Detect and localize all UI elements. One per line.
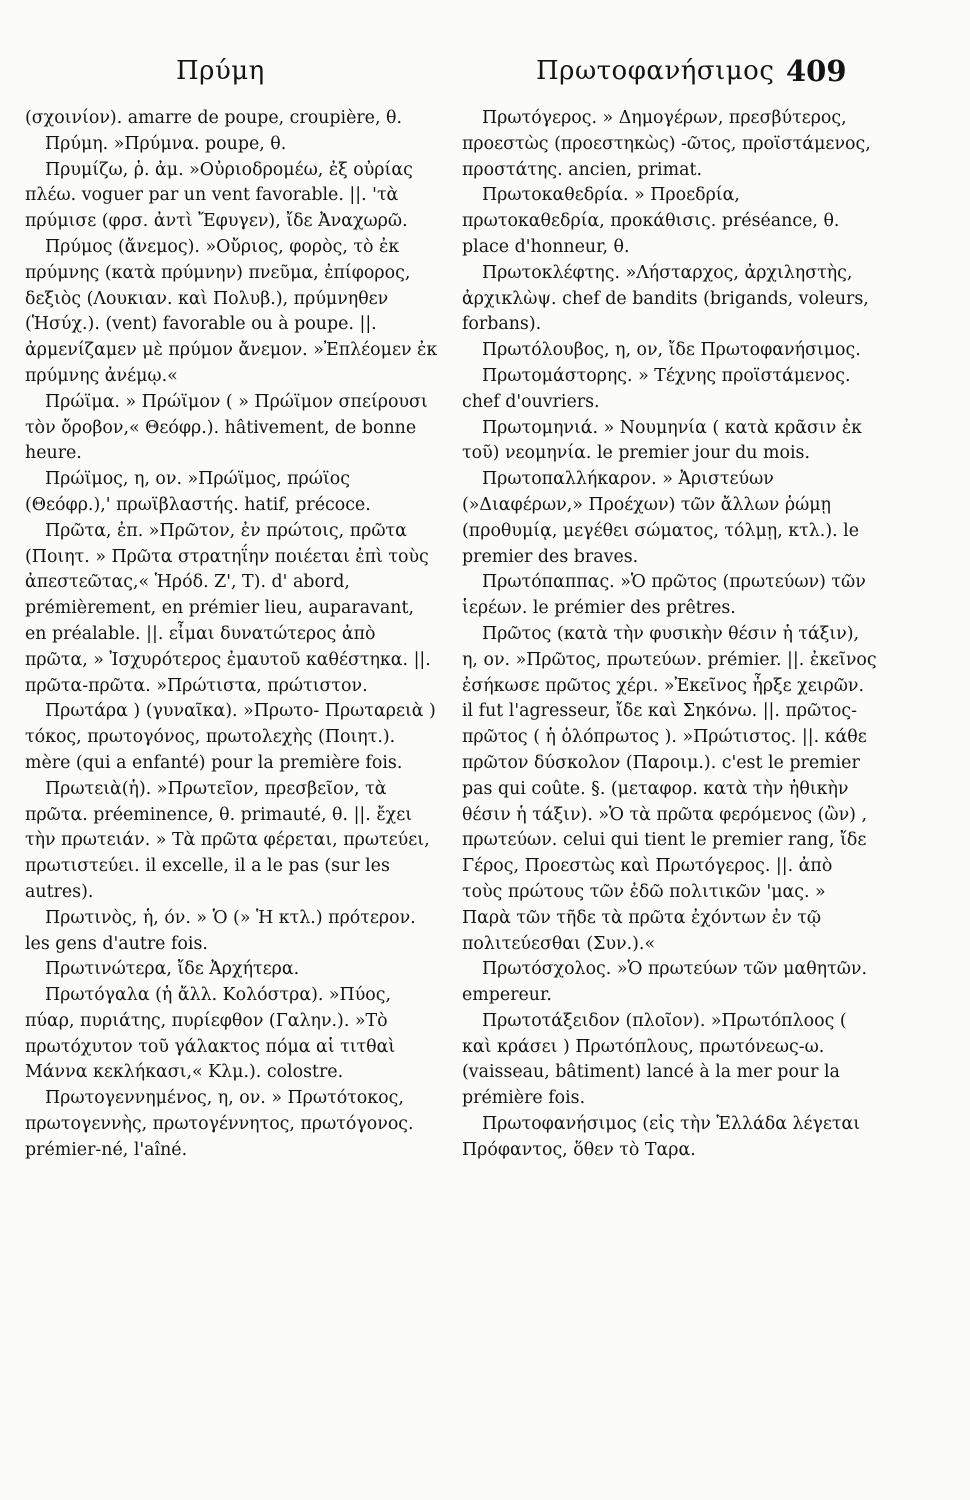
- dictionary-entry: Πρωτογεννημένος, η, ον. » Πρωτότοκος, πρωτογεννὴς, πρωτογέννητος, πρωτόγονος. prémier-né, l'aîné.: [25, 1088, 414, 1160]
- dictionary-entry: (σχοινίον). amarre de poupe, croupière, θ.: [25, 108, 403, 128]
- dictionary-entry: Πρωτινώτερα, ἴδε Ἀρχήτερα.: [45, 959, 300, 980]
- dictionary-entry: Πρωτοπαλλήκαρον. » Ἀριστεύων (»Διαφέρων,» Προέχων) τῶν ἄλλων ῥώμῃ (προθυμίᾳ, μεγέθει σώματος, τόλμῃ, κτλ.). le premier des braves.: [462, 469, 860, 567]
- dictionary-entry: Πρωτοκαθεδρία. » Προεδρία, πρωτοκαθεδρία, προκάθισις. préséance, θ. place d'honneur, θ.: [462, 185, 840, 257]
- page-header: [0, 48, 970, 100]
- dictionary-entry: Πρωτόσχολος. »Ὁ πρωτεύων τῶν μαθητῶν. empereur.: [462, 959, 867, 1006]
- dictionary-entry: Πρῶτος (κατὰ τὴν φυσικὴν θέσιν ἡ τάξιν), η, ον. »Πρῶτος, πρωτεύων. prémier. ||. ἐκεῖνος ἐσήκωσε πρῶτος χέρι. »Ἐκεῖνος ἦρξε χειρῶν. il fut l'agresseur, ἴδε καὶ Σηκόνω. ||. πρῶτος-πρῶτος ( ἡ ὁλόπρωτος ). »Πρώτιστος. ||. κάθε πρῶτον δύσκολον (Παροιμ.). c'est le premier pas qui coûte. §. (μεταφορ. κατὰ τὴν ἠθικὴν θέσιν ἡ τάξιν). »Ὁ τὰ πρῶτα φερόμενος (ὢν) , πρωτεύων. celui qui tient le premier rang, ἴδε Γέρος, Προεστὼς καὶ Πρωτόγερος. ||. ἀπὸ τοὺς πρώτους τῶν ἐδῶ πολιτικῶν 'μας. » Παρὰ τῶν τῆδε τὰ πρῶτα ἐχόντων ἐν τῷ πολιτεύεσθαι (Συν.).«: [462, 623, 877, 954]
- dictionary-entry: Πρωτινὸς, ἡ, όν. » Ὁ (» Ἡ κτλ.) πρότερον. les gens d'autre fois.: [25, 907, 416, 954]
- dictionary-entry: Πρώϊμα. » Πρώϊμον ( » Πρώϊμον σπείρουσι τὸν ὄροβον,« Θεόφρ.). hâtivement, de bonne heure.: [25, 391, 428, 464]
- left-guide-word: Πρύμη: [176, 56, 265, 86]
- dictionary-entry: Πρύμη. »Πρύμνα. poupe, θ.: [45, 133, 287, 154]
- left-column: [25, 106, 440, 1164]
- page-number: 409: [786, 54, 847, 88]
- dictionary-entry: Πρωτάρα ) (γυναῖκα). »Πρωτο- Πρωταρειὰ ) τόκος, πρωτογόνος, πρωτολεχὴς (Ποιητ.). mère (qui a enfanté) pour la première fois.: [25, 701, 436, 773]
- dictionary-entry: Πρύμος (ἄνεμος). »Οὔριος, φορὸς, τὸ ἐκ πρύμνης (κατὰ πρύμνην) πνεῦμα, ἐπίφορος, δεξιὸς (Λουκιαν. καὶ Πολυβ.), πρύμνηθεν (Ἡσύχ.). (vent) favorable ou à poupe. ||. ἀρμενίζαμεν μὲ πρύμον ἄνεμον. »Ἐπλέομεν ἐκ πρύμνης ἀνέμῳ.«: [25, 236, 438, 386]
- right-column: [462, 106, 877, 1164]
- dictionary-entry: Πρωτόγερος. » Δημογέρων, πρεσβύτερος, προεστὼς (προεστηκὼς) -ῶτος, προϊστάμενος, προστάτης. ancien, primat.: [462, 108, 871, 180]
- dictionary-entry: Πρωτοκλέφτης. »Λήσταρχος, ἀρχιληστὴς, ἀρχικλὼψ. chef de bandits (brigands, voleurs, forbans).: [462, 262, 869, 335]
- dictionary-entry: Πρωτειὰ(ἡ). »Πρωτεῖον, πρεσβεῖον, τὰ πρῶτα. préeminence, θ. primauté, θ. ||. ἔχει τὴν πρωτειάν. » Τὰ πρῶτα φέρεται, πρωτεύει, πρωτιστεύει. il excelle, il a le pas (sur les autres).: [25, 778, 430, 902]
- dictionary-entry: Πρωτοφανήσιμος (εἰς τὴν Ἑλλάδα λέγεται Πρόφαντος, ὅθεν τὸ Ταρα.: [462, 1114, 861, 1160]
- right-guide-word: Πρωτοφανήσιμος: [536, 56, 775, 86]
- dictionary-entry: Πρωτομάστορης. » Τέχνης προϊστάμενος. chef d'ouvriers.: [462, 365, 851, 412]
- dictionary-entry: Πρωτομηνιά. » Νουμηνία ( κατὰ κρᾶσιν ἐκ τοῦ) νεομηνία. le premier jour du mois.: [462, 417, 863, 464]
- dictionary-entry: Πρωτοτάξειδον (πλοῖον). »Πρωτόπλοος ( καὶ κράσει ) Πρωτόπλους, πρωτόνεως-ω. (vaisseau, bâtiment) lancé à la mer pour la prémière fois.: [462, 1010, 847, 1109]
- dictionary-entry: Πρωτόγαλα (ἡ ἄλλ. Κολόστρα). »Πύος, πύαρ, πυριάτης, πυρίεφθον (Γαλην.). »Τὸ πρωτόχυτον τοῦ γάλακτος πόμα αἱ τιτθαὶ Μάννα κεκλήκασι,« Κλμ.). colostre.: [25, 985, 396, 1083]
- dictionary-entry: Πρώϊμος, η, ον. »Πρώϊμος, πρώϊος (Θεόφρ.),' πρωϊβλαστής. hatif, précoce.: [25, 469, 371, 515]
- dictionary-entry: Πρῶτα, ἐπ. »Πρῶτον, ἐν πρώτοις, πρῶτα (Ποιητ. » Πρῶτα στρατηΐην ποιέεται ἐπὶ τοὺς ἀπεστεῶτας,« Ἡρόδ. Ζ', Τ). d' abord, prémièrement, en prémier lieu, auparavant, en préalable. ||. εἶμαι δυνατώτερος ἀπὸ πρῶτα, » Ἰσχυρότερος ἐμαυτοῦ καθέστηκα. ||. πρῶτα-πρῶτα. »Πρώτιστα, πρώτιστον.: [25, 520, 431, 696]
- dictionary-entry: Πρυμίζω, ῥ. ἀμ. »Οὐριοδρομέω, ἐξ οὐρίας πλέω. voguer par un vent favorable. ||. 'τὰ πρύμισε (φρσ. ἀντὶ Ἔφυγεν), ἴδε Ἀναχωρῶ.: [25, 159, 413, 232]
- dictionary-entry: Πρωτόπαππας. »Ὁ πρῶτος (πρωτεύων) τῶν ἱερέων. le prémier des prêtres.: [462, 572, 866, 619]
- dictionary-entry: Πρωτόλουβος, η, ον, ἴδε Πρωτοφανήσιμος.: [482, 340, 861, 361]
